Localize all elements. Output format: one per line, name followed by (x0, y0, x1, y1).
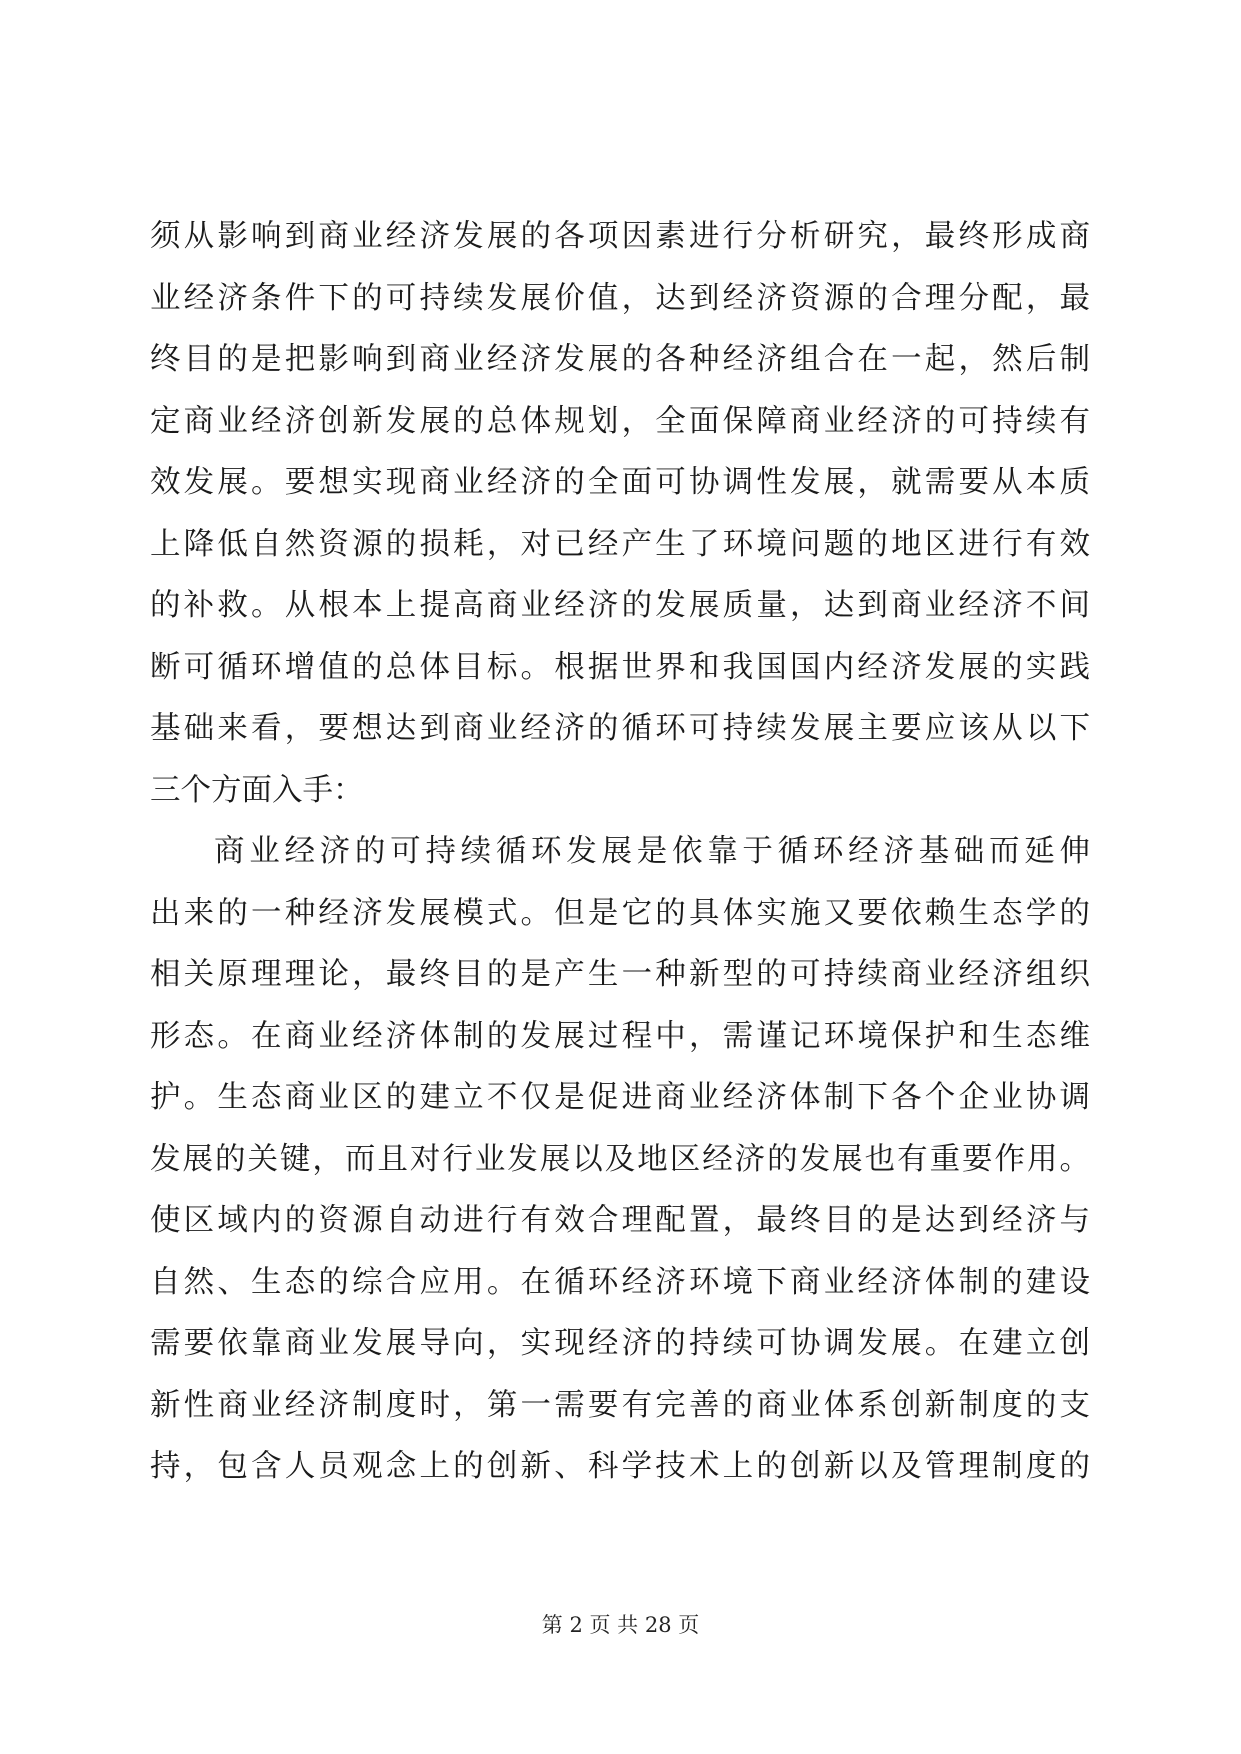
text-line: 三个方面入手： (150, 772, 364, 808)
text-line: 定商业经济创新发展的总体规划，全面保障商业经济的可持续有 (150, 403, 1090, 439)
text-line: 使区域内的资源自动进行有效合理配置，最终目的是达到经济与 (150, 1203, 1090, 1238)
text-line: 形态。在商业经济体制的发展过程中，需谨记环境保护和生态维 (150, 1018, 1090, 1054)
text-line: 持，包含人员观念上的创新、科学技术上的创新以及管理制度的 (150, 1449, 1090, 1484)
text-line: 自然、生态的综合应用。在循环经济环境下商业经济体制的建设 (150, 1264, 1090, 1300)
page-footer (0, 1612, 1241, 1638)
text-line: 需要依靠商业发展导向，实现经济的持续可协调发展。在建立创 (150, 1326, 1090, 1361)
text-line: 相关原理理论，最终目的是产生一种新型的可持续商业经济组织 (150, 957, 1090, 992)
paragraph-2 (150, 834, 1090, 1514)
text-line: 商业经济的可持续循环发展是依靠于循环经济基础而延伸 (214, 834, 1090, 869)
text-line: 新性商业经济制度时，第一需要有完善的商业体系创新制度的支 (150, 1387, 1090, 1423)
text-line: 须从影响到商业经济发展的各项因素进行分析研究，最终形成商 (150, 219, 1090, 254)
text-line: 的补救。从根本上提高商业经济的发展质量，达到商业经济不间 (150, 588, 1090, 623)
page-number-label: 第 2 页 共 28 页 (541, 1613, 700, 1637)
text-line: 出来的一种经济发展模式。但是它的具体实施又要依赖生态学的 (150, 895, 1090, 931)
text-line: 终目的是把影响到商业经济发展的各种经济组合在一起，然后制 (150, 342, 1090, 377)
text-line: 业经济条件下的可持续发展价值，达到经济资源的合理分配，最 (150, 280, 1090, 316)
text-line: 基础来看，要想达到商业经济的循环可持续发展主要应该从以下 (150, 711, 1090, 746)
text-line: 发展的关键，而且对行业发展以及地区经济的发展也有重要作用。 (150, 1141, 1090, 1177)
text-line: 断可循环增值的总体目标。根据世界和我国国内经济发展的实践 (150, 649, 1090, 685)
text-line: 上降低自然资源的损耗，对已经产生了环境问题的地区进行有效 (150, 526, 1090, 562)
text-line: 护。生态商业区的建立不仅是促进商业经济体制下各个企业协调 (150, 1080, 1090, 1115)
body-text (150, 219, 1090, 1514)
paragraph-1 (150, 219, 1090, 837)
text-line: 效发展。要想实现商业经济的全面可协调性发展，就需要从本质 (150, 465, 1090, 500)
